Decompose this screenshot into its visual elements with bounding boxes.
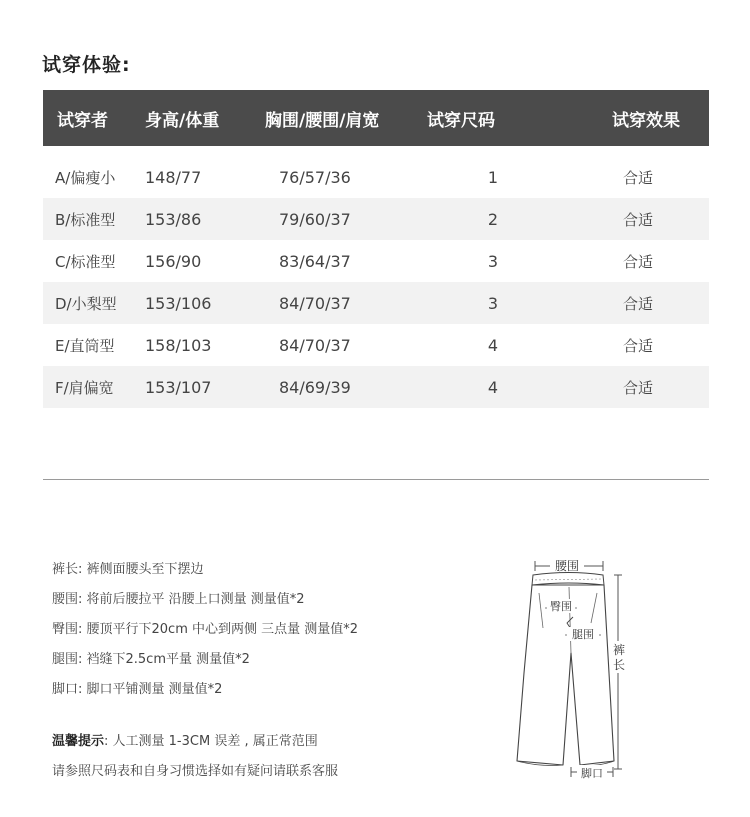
- cell-tester: B/标准型: [55, 210, 116, 229]
- note-hip: 臀围: 腰顶平行下20cm 中心到两侧 三点量 测量值*2: [52, 622, 359, 637]
- cell-height-weight: 158/103: [145, 335, 212, 355]
- table-row: [43, 156, 709, 198]
- cell-measurements: 84/70/37: [279, 335, 351, 355]
- note-waist: 腰围: 将前后腰拉平 沿腰上口测量 测量值*2: [52, 592, 305, 607]
- fit-table: [43, 90, 709, 408]
- section-title: 试穿体验:: [42, 54, 131, 76]
- waist-label: 腰围: [554, 559, 580, 573]
- cell-measurements: 84/70/37: [279, 293, 351, 313]
- cell-tester: C/标准型: [55, 252, 116, 271]
- header-tester: 试穿者: [57, 110, 108, 131]
- thigh-label: 腿围: [572, 628, 594, 641]
- cell-fit: 合适: [622, 168, 653, 187]
- cell-height-weight: 153/106: [145, 293, 212, 313]
- cell-size: 1: [487, 167, 499, 187]
- cell-measurements: 79/60/37: [279, 209, 351, 229]
- cell-size: 2: [487, 209, 499, 229]
- tip-line: [52, 732, 358, 762]
- cell-tester: F/肩偏宽: [55, 378, 114, 397]
- cell-fit: 合适: [622, 378, 653, 397]
- note-thigh: 腿围: 裆缝下2.5cm平量 测量值*2: [52, 652, 250, 667]
- cell-measurements: 83/64/37: [279, 251, 351, 271]
- pants-diagram: [505, 553, 635, 783]
- cell-size: 3: [487, 251, 499, 271]
- tip-title: 温馨提示: [52, 734, 105, 749]
- cell-height-weight: 153/86: [145, 209, 202, 229]
- table-row: [43, 198, 709, 240]
- cell-fit: 合适: [622, 252, 653, 271]
- hip-label: 臀围: [550, 600, 572, 613]
- table-header: [43, 90, 709, 146]
- length-label-1: 裤: [612, 643, 626, 657]
- length-label-2: 长: [612, 658, 626, 672]
- table-row: [43, 282, 709, 324]
- cell-height-weight: 153/107: [145, 377, 212, 397]
- cell-tester: E/直筒型: [55, 336, 115, 355]
- header-height-weight: 身高/体重: [145, 110, 220, 131]
- cell-height-weight: 148/77: [145, 167, 202, 187]
- cell-measurements: 84/69/39: [279, 377, 351, 397]
- cell-tester: D/小梨型: [55, 294, 117, 313]
- cell-size: 4: [487, 377, 499, 397]
- table-row: [43, 240, 709, 282]
- measurement-notes: [52, 560, 358, 792]
- header-size: 试穿尺码: [427, 110, 495, 131]
- cell-fit: 合适: [622, 336, 653, 355]
- cell-size: 3: [487, 293, 499, 313]
- cell-height-weight: 156/90: [145, 251, 202, 271]
- header-measurements: 胸围/腰围/肩宽: [265, 110, 380, 131]
- tip-text: : 人工测量 1-3CM 误差 , 属正常范围: [104, 734, 318, 749]
- hem-label: 脚口: [581, 767, 603, 780]
- tip-line-2: 请参照尺码表和自身习惯选择如有疑问请联系客服: [52, 764, 339, 779]
- cell-measurements: 76/57/36: [279, 167, 351, 187]
- section-divider: [43, 479, 709, 480]
- table-row: [43, 324, 709, 366]
- cell-fit: 合适: [622, 294, 653, 313]
- note-hem: 脚口: 脚口平铺测量 测量值*2: [52, 682, 223, 697]
- cell-size: 4: [487, 335, 499, 355]
- table-row: [43, 366, 709, 408]
- cell-tester: A/偏瘦小: [55, 168, 116, 187]
- cell-fit: 合适: [622, 210, 653, 229]
- note-length: 裤长: 裤侧面腰头至下摆边: [52, 562, 204, 577]
- header-fit: 试穿效果: [612, 110, 680, 131]
